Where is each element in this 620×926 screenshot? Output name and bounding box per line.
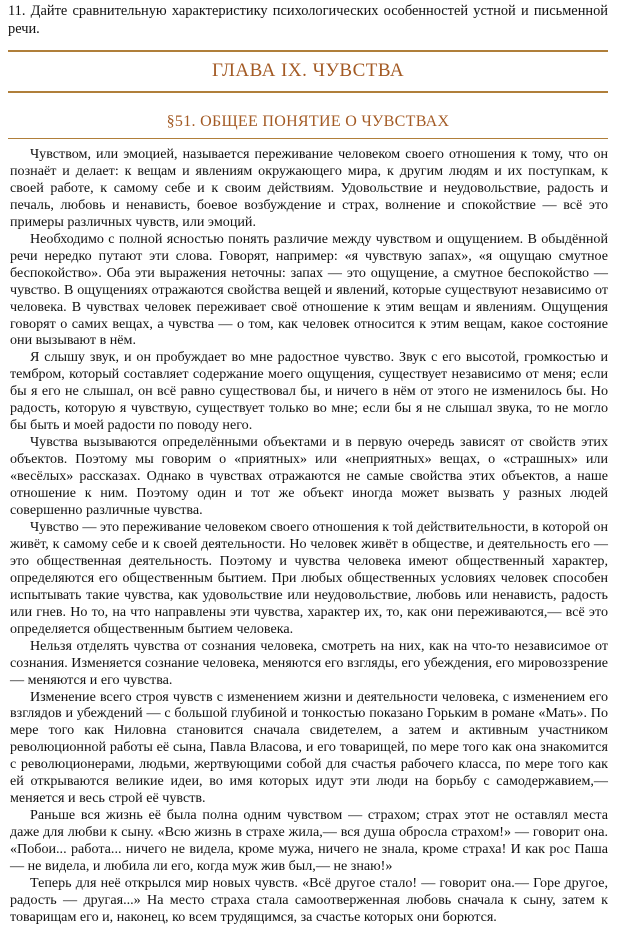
chapter-body xyxy=(10,146,608,926)
chapter-top-rule xyxy=(8,50,608,52)
review-question: 11. Дайте сравнительную характеристику психологических особенностей устной и письменной речи. xyxy=(8,3,608,37)
paragraph: Чувства вызываются определёнными объектами и в первую очередь зависят от свойств этих объектов. Поэтому мы говорим о «приятных» или «неприятных» вещах, о «страшных» или «весёлых» рассказах. Однако в чувствах отражаются не самые свойства этих объектов, а наше отношение к ним. Поэтому один и тот же объект иногда может вызвать у разных людей совершенно различные чувства. xyxy=(10,434,608,519)
paragraph: Чувством, или эмоцией, называется переживание человеком своего отношения к тому, что он познаёт и делает: к вещам и явлениям окружающего мира, к другим людям и их поступкам, к своей работе, к самому себе и к своим действиям. Удовольствие и неудовольствие, радость и печаль, любовь и ненависть, боевое возбуждение и страх, волнение и спокойствие — всё это примеры различных чувств, или эмоций. xyxy=(10,146,608,230)
chapter-title: ГЛАВА IX. ЧУВСТВА xyxy=(211,60,405,81)
paragraph: Теперь для неё открылся мир новых чувств. «Всё другое стало! — говорит она.— Горе другое, радость — другая...» На место страха стала самоотверженная любовь сначала к сыну, затем к товарищам его и, наконец, ко всем трудящимся, за счастье которых они борются. xyxy=(10,874,608,925)
paragraph: Изменение всего строя чувств с изменением жизни и деятельности человека, с изменением его взглядов и убеждений — с большой глубиной и тонкостью показано Горьким в романе «Мать». По мере того как Ниловна становится сначала свидетелем, а затем и активным участником революционной работы её сына, Павла Власова, и его товарищей, по мере того как она знакомится с революционерами, людьми, жертвующими собой для счастья рабочего класса, по мере того как ей открываются великие идеи, во имя которых идут эти люди на борьбу с самодержавием,— меняется и весь строй её чувств. xyxy=(10,688,608,807)
section-rule xyxy=(8,138,608,139)
chapter-bottom-rule xyxy=(8,91,608,93)
paragraph: Я слышу звук, и он пробуждает во мне радостное чувство. Звук с его высотой, громкостью и тембром, который составляет содержание моего ощущения, существует независимо от меня; если бы я его не слышал, он всё равно существовал бы, и ничего в нём от этого не изменилось бы. Но радость, которую я чувствую, существует только во мне; если бы я не слышал звука, то не могло бы быть и моей радости по поводу него. xyxy=(10,349,608,434)
paragraph: Нельзя отделять чувства от сознания человека, смотреть на них, как на что-то независимое от сознания. Изменяется сознание человека, меняются его взгляды, его убеждения, его мировоззрение — меняются и его чувства. xyxy=(10,637,608,688)
paragraph: Необходимо с полной ясностью понять различие между чувством и ощущением. В обыдённой речи нередко путают эти слова. Говорят, например: «я чувствую запах», «я ощущаю смутное беспокойство». Оба эти выражения неточны: запах — это ощущение, а смутное беспокойство — чувство. В ощущениях отражаются свойства вещей и явлений, которые существуют независимо от человека. В чувствах человек переживает своё отношение к этим вещам и явлениям. Ощущения говорят о самих вещах, а чувства — о том, как человек относится к этим вещам, какое состояние они вызывают в нём. xyxy=(10,230,608,349)
paragraph: Раньше вся жизнь её была полна одним чувством — страхом; страх этот не оставлял места даже для любви к сыну. «Всю жизнь в страхе жила,— вся душа обросла страхом!» — говорит она. «Побои... работа... ничего не видела, кроме мужа, ничего не знала, кроме страха! И как рос Паша — не видела, и любила ли его, когда муж жив был,— не знаю!» xyxy=(10,807,608,875)
paragraph: Чувство — это переживание человеком своего отношения к той действительности, в которой он живёт, к самому себе и к своей деятельности. Но человек живёт в обществе, и деятельность его — это общественная деятельность. Поэтому и чувства человека имеют общественный характер, определяются его общественным бытием. При любых общественных условиях человек способен испытывать такие чувства, как удовольствие или неудовольствие, любовь или ненависть, радость или гнев. Но то, на что направлены эти чувства, характер их, то, как они переживаются,— всё это определяется общественным бытием человека. xyxy=(10,518,608,637)
section-title: §51. ОБЩЕЕ ПОНЯТИЕ О ЧУВСТВАХ xyxy=(166,113,450,130)
